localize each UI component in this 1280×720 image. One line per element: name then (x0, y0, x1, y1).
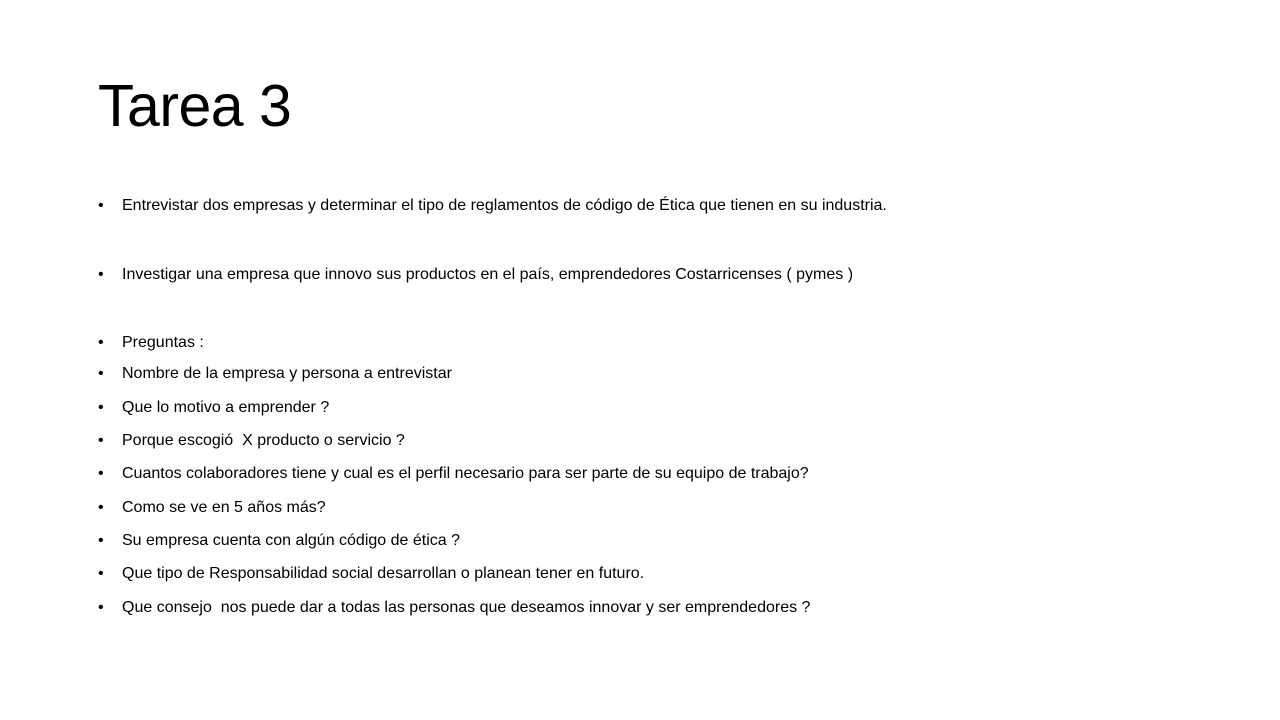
bullet-text: Porque escogió X producto o servicio ? (122, 432, 405, 449)
bullet-text: Nombre de la empresa y persona a entrevistar (122, 365, 452, 382)
bullet-dot-icon: • (98, 399, 104, 416)
bullet-dot-icon: • (98, 432, 104, 449)
bullet-dot-icon: • (98, 499, 104, 516)
bullet-dot-icon: • (98, 599, 104, 616)
bullet-dot-icon: • (98, 334, 104, 351)
slide-title: Tarea 3 (98, 73, 292, 139)
bullet-text: Que tipo de Responsabilidad social desarrollan o planean tener en futuro. (122, 565, 645, 582)
bullet-text: Como se ve en 5 años más? (122, 499, 326, 516)
bullet-dot-icon: • (98, 365, 104, 382)
bullet-text: Preguntas : (122, 334, 204, 351)
bullet-text: Su empresa cuenta con algún código de ética ? (122, 532, 461, 549)
bullet-text: Que lo motivo a emprender ? (122, 399, 330, 416)
bullet-dot-icon: • (98, 266, 104, 283)
bullet-dot-icon: • (98, 565, 104, 582)
bullet-dot-icon: • (98, 197, 104, 214)
bullet-text: Investigar una empresa que innovo sus productos en el país, emprendedores Costarricenses ( pymes ) (122, 266, 854, 283)
bullet-dot-icon: • (98, 465, 104, 482)
bullet-text: Entrevistar dos empresas y determinar el tipo de reglamentos de código de Ética que tienen en su industria. (122, 197, 887, 214)
bullet-text: Cuantos colaboradores tiene y cual es el perfil necesario para ser parte de su equipo de trabajo? (122, 465, 809, 482)
bullet-text: Que consejo nos puede dar a todas las personas que deseamos innovar y ser emprendedores ? (122, 599, 811, 616)
bullet-dot-icon: • (98, 532, 104, 549)
